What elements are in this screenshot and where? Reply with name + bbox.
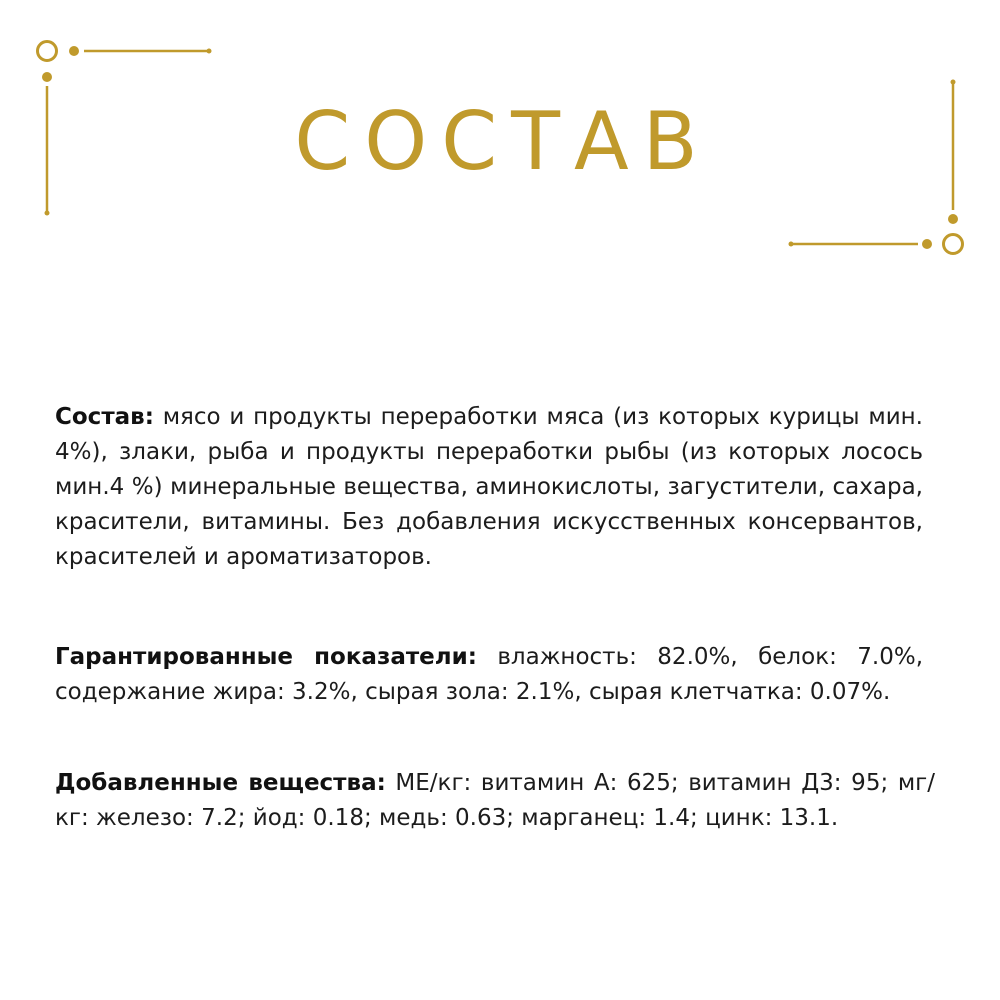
guaranteed-values-text: влажность: 82.0%, белок: 7.0%, содержание жира: 3.2%, сырая зола: 2.1%, сырая клетчатка: 0.07%. (55, 644, 924, 705)
ring-icon (38, 42, 57, 61)
dot-icon (922, 239, 932, 249)
dot-icon (42, 72, 52, 82)
additives-label: Добавленные вещества: (55, 770, 386, 796)
dot-icon (948, 214, 958, 224)
guaranteed-values-section (55, 640, 923, 710)
composition-text: мясо и продукты переработки мяса (из которых курицы мин. 4%), злаки, рыба и продукты переработки рыбы (из которых лосось мин.4 %) минеральные вещества, аминокислоты, загустители, сахара, красители, витамины. Без добавления искусственных консервантов, красителей и ароматизаторов. (55, 404, 923, 570)
additives-section (55, 766, 935, 836)
dot-icon (207, 49, 212, 54)
dot-icon (69, 46, 79, 56)
guaranteed-values-label: Гарантированные показатели: (55, 644, 477, 670)
page-title: СОСТАВ (294, 95, 712, 188)
dot-icon (45, 211, 50, 216)
ring-icon (944, 235, 963, 254)
composition-section (55, 400, 923, 575)
dot-icon (789, 242, 794, 247)
composition-label: Состав: (55, 404, 154, 430)
additives-text: МЕ/кг: витамин А: 625; витамин Д3: 95; мг/кг: железо: 7.2; йод: 0.18; медь: 0.63; марганец: 1.4; цинк: 13.1. (55, 770, 936, 831)
